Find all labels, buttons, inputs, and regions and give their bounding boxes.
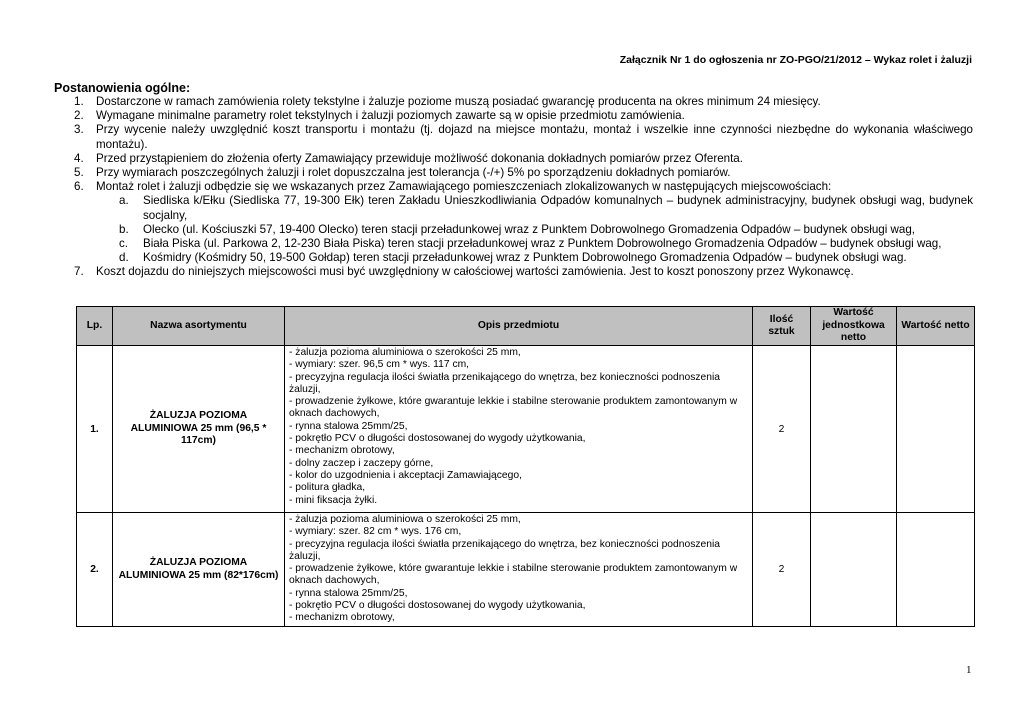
row-unit-value <box>811 346 897 513</box>
table-header-row <box>77 307 975 346</box>
row-quantity: 2 <box>753 513 811 627</box>
location-item: c. Biała Piska (ul. Parkowa 2, 12-230 Biała Piska) teren stacji przeładunkowej wraz z Punktem Dobrowolnego Gromadzenia Odpadów – budynek obsługi wag, <box>119 237 942 251</box>
table-row <box>77 513 975 627</box>
column-header-quantity: Ilość sztuk <box>753 307 811 346</box>
row-net-value <box>897 513 975 627</box>
list-item: 5. Przy wymiarach poszczególnych żaluzji i rolet dopuszczalna jest tolerancja (-/+) 5% po sporządzeniu dokładnych pomiarów. <box>74 166 731 180</box>
row-lp: 1. <box>77 346 113 513</box>
general-provisions-list <box>54 95 973 280</box>
list-item: 2. Wymagane minimalne parametry rolet tekstylnych i żaluzji poziomych zawarte są w opisie przedmiotu zamówienia. <box>74 109 685 123</box>
table-row <box>77 346 975 513</box>
general-provisions-title: Postanowienia ogólne: <box>54 81 191 95</box>
page-number: 1 <box>966 664 972 676</box>
column-header-description: Opis przedmiotu <box>285 307 753 346</box>
row-net-value <box>897 346 975 513</box>
location-item: a. Siedliska k/Ełku (Siedliska 77, 19-300 Ełk) teren Zakładu Unieszkodliwiania Odpadów komunalnych – budynek administracyjny, budynek obsługi wag, budynek socjalny, <box>119 194 973 222</box>
row-item-name: ŻALUZJA POZIOMA ALUMINIOWA 25 mm (96,5 * 117cm) <box>113 346 285 513</box>
locations-list <box>96 194 973 265</box>
list-item: 1. Dostarczone w ramach zamówienia rolety tekstylne i żaluzje poziome muszą posiadać gwarancję producenta na okres minimum 24 miesięcy. <box>74 95 821 108</box>
list-item: 7. Koszt dojazdu do niniejszych miejscowości musi być uwzględniony w całościowej wartości zamówienia. Jest to koszt ponoszony przez Wykonawcę. <box>74 265 854 279</box>
column-header-net-value: Wartość netto <box>897 307 975 346</box>
document-header: Załącznik Nr 1 do ogłoszenia nr ZO-PGO/21/2012 – Wykaz rolet i żaluzji <box>619 54 972 66</box>
list-item: 4. Przed przystąpieniem do złożenia oferty Zamawiający przewiduje możliwość dokonania dokładnych pomiarów przez Oferenta. <box>74 151 743 165</box>
row-unit-value <box>811 513 897 627</box>
row-item-name: ŻALUZJA POZIOMA ALUMINIOWA 25 mm (82*176cm) <box>113 513 285 627</box>
list-item: 6. Montaż rolet i żaluzji odbędzie się we wskazanych przez Zamawiającego pomieszczeniach zlokalizowanych w następujących miejscowościach: a. Siedliska k/Ełku (Siedliska 77, 19-300 Ełk) teren Zakładu Unieszkodliwiania Odpadów komunalnych – budynek administracyjny, budynek obsługi wag, budynek socjalny, b. Olecko (ul. Kościuszki 57, 19-400 Olecko) teren stacji przeładunkowej wraz z Punktem Dobrowolnego Gromadzenia Odpadów – budynek obsługi wag, c. Biała Piska (ul. Parkowa 2, 12-230 Biała Piska) teren stacji przeładunkowej wraz z Punktem Dobrowolnego Gromadzenia Odpadów – budynek obsługi wag, d. Kośmidry (Kośmidry 50, 19-500 Gołdap) teren stacji przeładunkowej wraz z Punktem Dobrowolnego Gromadzenia Odpadów – budynek obsługi wag. <box>74 180 973 265</box>
row-lp: 2. <box>77 513 113 627</box>
row-description: - żaluzja pozioma aluminiowa o szerokości 25 mm, - wymiary: szer. 82 cm * wys. 176 cm, - precyzyjna regulacja ilości światła przenikającego do wnętrza, bez konieczności podnoszenia żaluzji, - prowadzenie żyłkowe, które gwarantuje lekkie i stabilne sterowanie produktem zamontowanym w oknach dachowych, - rynna stalowa 25mm/25, - pokrętło PCV o długości dostosowanej do wygody użytkowania, - mechanizm obrotowy, <box>285 513 753 627</box>
row-description: - żaluzja pozioma aluminiowa o szerokości 25 mm, - wymiary: szer. 96,5 cm * wys. 117 cm, - precyzyjna regulacja ilości światła przenikającego do wnętrza, bez konieczności podnoszenia żaluzji, - prowadzenie żyłkowe, które gwarantuje lekkie i stabilne sterowanie produktem zamontowanym w oknach dachowych, - rynna stalowa 25mm/25, - pokrętło PCV o długości dostosowanej do wygody użytkowania, - mechanizm obrotowy, - dolny zaczep i zaczepy górne, - kolor do uzgodnienia i akceptacji Zamawiającego, - politura gładka, - mini fiksacja żyłki. <box>285 346 753 513</box>
column-header-lp: Lp. <box>77 307 113 346</box>
location-item: d. Kośmidry (Kośmidry 50, 19-500 Gołdap) teren stacji przeładunkowej wraz z Punktem Dobrowolnego Gromadzenia Odpadów – budynek obsługi wag. <box>119 251 907 265</box>
list-item: 3. Przy wycenie należy uwzględnić koszt transportu i montażu (tj. dojazd na miejsce montażu, montaż i wszelkie inne czynności niezbędne do wykonania właściwego montażu). <box>74 123 973 151</box>
column-header-unit-value: Wartość jednostkowa netto <box>811 307 897 346</box>
items-table <box>76 306 975 627</box>
location-item: b. Olecko (ul. Kościuszki 57, 19-400 Olecko) teren stacji przeładunkowej wraz z Punktem Dobrowolnego Gromadzenia Odpadów – budynek obsługi wag, <box>119 222 916 236</box>
column-header-name: Nazwa asortymentu <box>113 307 285 346</box>
row-quantity: 2 <box>753 346 811 513</box>
